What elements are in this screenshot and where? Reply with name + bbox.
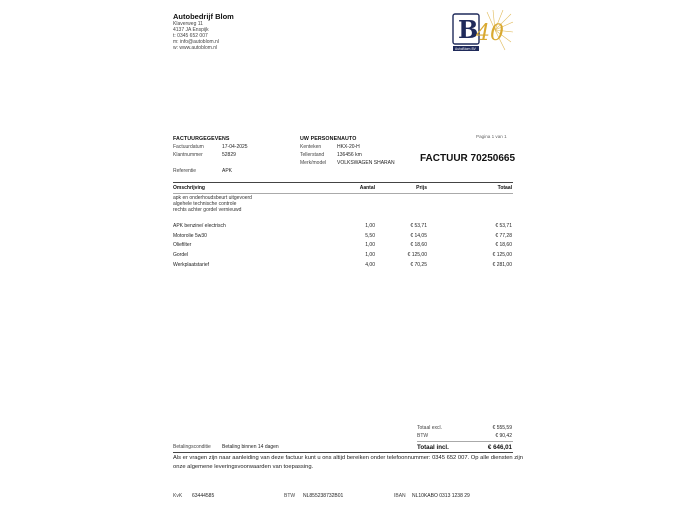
payment-value: Betaling binnen 14 dagen	[222, 444, 279, 450]
page-number: Pagina 1 van 1	[476, 134, 507, 139]
company-address-line2: 4137 JA Enspijk	[173, 27, 209, 33]
btw-number-value: NL855238732B01	[303, 493, 344, 499]
invoice-title: FACTUUR 70250665	[420, 153, 516, 164]
description-line: algehele technische controle	[173, 201, 237, 207]
company-email: m: info@autoblom.nl	[173, 39, 219, 45]
iban-value: NL10KABO 0313 1238 29	[412, 493, 470, 499]
row-qty: 1,00	[365, 223, 375, 229]
note-rule	[173, 452, 513, 453]
car-heading: UW PERSONENAUTO	[300, 136, 357, 142]
logo-number: 40	[476, 21, 504, 46]
invoice-date-value: 17-04-2025	[222, 144, 248, 150]
plate-value: HKX-20-H	[337, 144, 360, 150]
row-total: € 18,60	[495, 242, 512, 248]
mileage-value: 136456 km	[337, 152, 362, 158]
row-price: € 70,25	[410, 262, 427, 268]
kvk-value: 63444585	[192, 493, 215, 499]
invoice-date-label: Factuurdatum	[173, 144, 204, 150]
col-price-header: Prijs	[416, 185, 427, 191]
row-total: € 125,00	[492, 252, 512, 258]
row-total: € 281,00	[492, 262, 512, 268]
description-line: rechts achter gordel vernieuwd	[173, 207, 242, 213]
company-phone: t: 0345 652 007	[173, 33, 208, 39]
customer-number-value: 52829	[222, 152, 236, 158]
company-logo	[451, 10, 513, 54]
totals-rule	[417, 441, 513, 442]
customer-number-label: Klantnummer	[173, 152, 203, 158]
btw-label: BTW	[417, 433, 429, 439]
row-price: € 53,71	[410, 223, 427, 229]
table-header-rule	[173, 193, 513, 194]
row-total: € 53,71	[495, 223, 512, 229]
btw-number-label: BTW	[284, 493, 296, 499]
col-description-header: Omschrijving	[173, 185, 205, 191]
company-name: Autobedrijf Blom	[173, 12, 234, 21]
row-description: Gordel	[173, 252, 189, 258]
row-price: € 14,05	[410, 233, 427, 239]
table-top-rule	[173, 182, 513, 183]
logo-letter: B	[458, 15, 479, 44]
row-description: Motorolie 5w30	[173, 233, 207, 239]
reference-label: Referentie	[173, 168, 197, 174]
col-qty-header: Aantal	[359, 185, 375, 191]
row-description: Werkplaatstarief	[173, 262, 210, 268]
model-value: VOLKSWAGEN SHARAN	[337, 160, 395, 166]
company-address-line1: Klaverweg 11	[173, 21, 203, 27]
row-price: € 18,60	[410, 242, 427, 248]
description-line: apk en onderhoudsbeurt uitgevoerd	[173, 195, 252, 201]
row-total: € 77,28	[495, 233, 512, 239]
plate-label: Kenteken	[300, 144, 322, 150]
reference-value: APK	[222, 168, 233, 174]
row-qty: 5,50	[365, 233, 375, 239]
total-excl-label: Totaal excl.	[417, 425, 443, 431]
model-label: Merk/model	[300, 160, 327, 166]
total-incl-value: € 646,01	[487, 444, 512, 451]
col-total-header: Totaal	[497, 185, 512, 191]
logo-caption: AutoBlom BV	[455, 47, 476, 51]
row-description: Oliefilter	[173, 242, 192, 248]
row-price: € 125,00	[407, 252, 427, 258]
invoice-details-heading: FACTUURGEGEVENS	[173, 136, 230, 142]
row-qty: 1,00	[365, 242, 375, 248]
payment-label: Betalingsconditie	[173, 444, 211, 450]
invoice-note: Als er vragen zijn naar aanleiding van deze factuur kunt u ons altijd bereiken onder telefoonnummer: 0345 652 007. Op alle diensten zijn onze algemene leveringsvoorwaarden van toepassing.	[173, 455, 523, 470]
mileage-label: Tellerstand	[300, 152, 325, 158]
kvk-label: KvK	[173, 493, 183, 499]
company-website: w: www.autoblom.nl	[173, 45, 218, 51]
row-qty: 4,00	[365, 262, 375, 268]
row-description: APK benzine/ electrisch	[173, 223, 226, 229]
row-qty: 1,00	[365, 252, 375, 258]
btw-value: € 90,42	[495, 433, 512, 439]
total-incl-label: Totaal incl.	[417, 444, 449, 451]
total-excl-value: € 555,59	[492, 425, 512, 431]
iban-label: IBAN	[394, 493, 406, 499]
